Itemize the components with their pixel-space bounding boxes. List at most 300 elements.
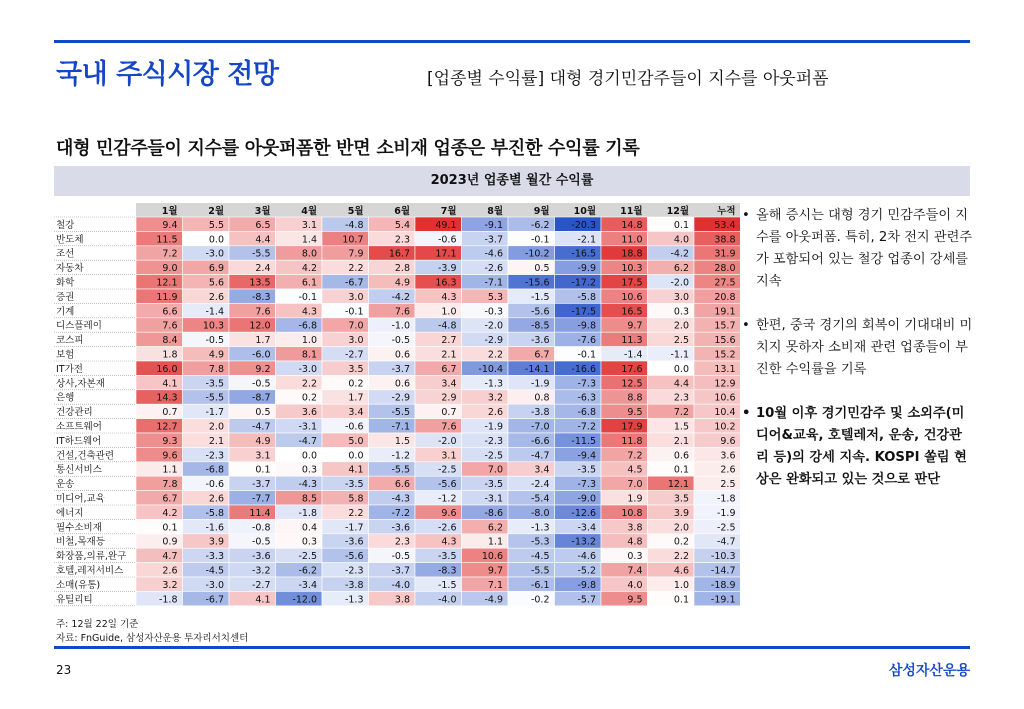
cell-value: 4.9 (208, 349, 224, 361)
cell-value: 3.2 (162, 579, 178, 591)
cell-value: 19.1 (714, 306, 736, 318)
cell-value: -7.2 (391, 507, 410, 519)
cell-value: 4.9 (255, 435, 271, 447)
cell-value: 3.1 (255, 450, 271, 462)
cell-value: 0.0 (301, 450, 317, 462)
cell-value: -6.2 (298, 565, 317, 577)
cell-value: -0.6 (344, 421, 364, 433)
row-label: 조선 (56, 248, 75, 260)
cell-value: 9.2 (255, 363, 271, 375)
cell-value: -8.5 (530, 320, 550, 332)
cell-value: -6.8 (205, 464, 224, 476)
cell-value: -3.7 (391, 565, 410, 577)
cell-value: -2.5 (716, 522, 736, 534)
cell-value: -7.6 (577, 335, 596, 347)
cell-value: 7.8 (208, 363, 224, 375)
cell-value: -1.1 (670, 349, 689, 361)
cell-value: 11.9 (156, 291, 178, 303)
cell-value: 14.8 (621, 219, 643, 231)
cell-value: 12.7 (156, 421, 178, 433)
cell-value: -1.7 (205, 407, 224, 419)
cell-value: -3.4 (298, 579, 317, 591)
cell-value: 7.0 (627, 479, 643, 491)
row-label: 상사,자본재 (56, 378, 105, 390)
cell-value: 2.0 (673, 320, 689, 332)
cell-value: 4.9 (394, 277, 410, 289)
cell-value: -5.8 (205, 507, 224, 519)
cell-value: 1.8 (162, 349, 178, 361)
cell-value: 0.3 (301, 536, 317, 548)
cell-value: 0.7 (441, 407, 457, 419)
cell-value: 9.6 (441, 507, 457, 519)
cell-value: 3.0 (673, 291, 689, 303)
cell-value: 4.2 (162, 507, 178, 519)
cell-value: -4.8 (344, 219, 364, 231)
cell-value: 4.7 (162, 551, 178, 563)
column-header-12: 12월 (666, 206, 689, 217)
cell-value: 0.0 (348, 450, 364, 462)
cell-value: 6.9 (208, 263, 224, 275)
cell-value: 5.8 (348, 493, 364, 505)
cell-value: 1.1 (162, 464, 178, 476)
cell-value: 10.7 (342, 234, 364, 246)
cell-value: 11.0 (621, 234, 643, 246)
cell-value: 7.4 (627, 565, 643, 577)
cell-value: -0.5 (251, 536, 271, 548)
cell-value: 9.7 (627, 320, 643, 332)
cell-value: -6.7 (205, 594, 224, 606)
cell-value: 4.1 (162, 378, 178, 390)
cell-value: 0.0 (673, 363, 689, 375)
cell-value: 0.4 (301, 522, 317, 534)
cell-value: -0.1 (298, 291, 317, 303)
cell-value: 2.1 (208, 435, 224, 447)
header-row-bg (136, 203, 740, 217)
cell-value: -2.7 (251, 579, 271, 591)
page-number: 23 (56, 663, 72, 677)
cell-value: 27.5 (714, 277, 736, 289)
column-header-3: 3월 (254, 206, 271, 217)
cell-value: 7.1 (487, 579, 503, 591)
cell-value: -3.8 (530, 407, 550, 419)
cell-value: -7.2 (577, 421, 596, 433)
cell-value: 16.5 (621, 306, 643, 318)
cell-value: -4.6 (577, 551, 596, 563)
cell-value: 10.3 (621, 263, 643, 275)
column-header-13: 누적 (717, 206, 736, 217)
cell-value: -3.7 (391, 363, 410, 375)
cell-value: -5.5 (391, 464, 410, 476)
cell-value: -3.6 (530, 335, 550, 347)
cell-value: 1.4 (301, 234, 317, 246)
cell-value: -3.5 (437, 551, 457, 563)
cell-value: 17.6 (621, 363, 643, 375)
cell-value: -2.3 (484, 435, 503, 447)
cell-value: 6.7 (441, 363, 457, 375)
cell-value: 4.0 (627, 579, 643, 591)
row-label: 호텔,레저서비스 (56, 565, 124, 577)
cell-value: -1.8 (716, 493, 736, 505)
cell-value: 7.6 (441, 421, 457, 433)
cell-value: -8.7 (251, 392, 271, 404)
cell-value: -7.3 (577, 378, 596, 390)
cell-value: 11.3 (621, 335, 643, 347)
cell-value: 2.0 (208, 421, 224, 433)
row-label: 운송 (56, 479, 75, 491)
row-label: 에너지 (56, 507, 84, 519)
cell-value: 6.2 (673, 263, 689, 275)
cell-value: 4.3 (441, 536, 457, 548)
cell-value: -15.6 (524, 277, 550, 289)
cell-value: -7.1 (391, 421, 410, 433)
cell-value: 5.6 (208, 277, 224, 289)
cell-value: 0.1 (673, 464, 689, 476)
cell-value: 0.9 (162, 536, 178, 548)
bullet-1: • 올해 증시는 대형 경기 민감주들이 지수를 아웃퍼폼. 특히, 2차 전지 관련주가 포함되어 있는 철강 업종이 강세를 지속 (742, 205, 974, 293)
cell-value: 11.5 (156, 234, 178, 246)
cell-value: 6.7 (534, 349, 550, 361)
company-logo-text: 삼성자산운용 (888, 663, 970, 679)
cell-value: -1.6 (205, 522, 224, 534)
cell-value: -0.3 (484, 306, 503, 318)
cell-value: 7.0 (348, 320, 364, 332)
cell-value: 5.0 (348, 435, 364, 447)
cell-value: 4.1 (348, 464, 364, 476)
row-label: 보험 (56, 349, 75, 361)
cell-value: 15.7 (714, 320, 736, 332)
cell-value: 1.7 (348, 392, 364, 404)
cell-value: 9.3 (162, 435, 178, 447)
row-label: 화장품,의류,완구 (56, 551, 127, 563)
cell-value: 10.4 (714, 407, 736, 419)
cell-value: -14.7 (710, 565, 736, 577)
cell-value: 0.1 (162, 522, 178, 534)
cell-value: 11.8 (621, 435, 643, 447)
cell-value: 4.8 (627, 536, 643, 548)
cell-value: 7.0 (487, 464, 503, 476)
cell-value: -2.0 (437, 435, 457, 447)
cell-value: 18.8 (621, 248, 643, 260)
cell-value: -1.9 (716, 507, 736, 519)
cell-value: 9.5 (627, 407, 643, 419)
cell-value: 9.6 (162, 450, 178, 462)
cell-value: -2.3 (205, 450, 224, 462)
row-label: 화학 (56, 277, 75, 289)
sector-returns-heatmap (54, 203, 740, 608)
cell-value: -10.3 (710, 551, 736, 563)
cell-value: 2.3 (394, 536, 410, 548)
cell-value: 0.2 (348, 378, 364, 390)
row-label: 철강 (56, 219, 75, 231)
cell-value: 4.2 (301, 263, 317, 275)
cell-value: 0.1 (673, 594, 689, 606)
cell-value: -4.7 (251, 421, 271, 433)
cell-value: -9.4 (577, 450, 596, 462)
cell-value: -17.5 (571, 306, 596, 318)
cell-value: 0.1 (255, 464, 271, 476)
cell-value: 5.5 (208, 219, 224, 231)
cell-value: 7.9 (348, 248, 364, 260)
cell-value: 14.3 (156, 392, 178, 404)
cell-value: 2.2 (348, 263, 364, 275)
row-label: 건설,건축관련 (56, 450, 115, 462)
cell-value: 3.1 (301, 219, 317, 231)
cell-value: 2.1 (441, 349, 457, 361)
cell-value: 0.6 (673, 450, 689, 462)
cell-value: -9.0 (577, 493, 596, 505)
row-label: 비철,목재등 (56, 536, 105, 548)
cell-value: -8.0 (530, 507, 550, 519)
cell-value: -3.1 (484, 493, 503, 505)
cell-value: 8.4 (162, 335, 178, 347)
cell-value: 0.3 (627, 551, 643, 563)
cell-value: -1.4 (623, 349, 643, 361)
cell-value: -5.7 (577, 594, 596, 606)
cell-value: -3.3 (205, 551, 224, 563)
cell-value: -2.5 (484, 450, 503, 462)
row-label: IT가전 (56, 363, 83, 375)
cell-value: -4.2 (670, 248, 689, 260)
cell-value: -7.7 (251, 493, 271, 505)
cell-value: 9.6 (720, 435, 736, 447)
column-header-9: 9월 (533, 206, 550, 217)
cell-value: 2.6 (208, 493, 224, 505)
cell-value: -10.4 (478, 363, 503, 375)
cell-value: -5.5 (251, 248, 271, 260)
cell-value: -5.5 (205, 392, 224, 404)
row-label: 미디어,교육 (56, 493, 105, 505)
cell-value: 53.4 (714, 219, 736, 231)
row-label: 반도체 (56, 234, 84, 246)
cell-value: 8.8 (627, 392, 643, 404)
row-label: 건강관리 (56, 407, 93, 419)
cell-value: -5.8 (577, 291, 596, 303)
cell-value: 0.1 (673, 219, 689, 231)
cell-value: 2.2 (348, 507, 364, 519)
cell-value: 7.6 (255, 306, 271, 318)
cell-value: -19.1 (710, 594, 736, 606)
cell-value: -2.4 (530, 479, 550, 491)
cell-value: 2.6 (162, 565, 178, 577)
cell-value: -4.6 (484, 248, 503, 260)
cell-value: 2.2 (301, 378, 317, 390)
cell-value: -5.4 (530, 493, 550, 505)
cell-value: 1.7 (255, 335, 271, 347)
cell-value: -14.1 (524, 363, 550, 375)
cell-value: 4.3 (441, 291, 457, 303)
cell-value: -2.1 (577, 234, 596, 246)
cell-value: 12.0 (249, 320, 271, 332)
cell-value: 17.9 (621, 421, 643, 433)
cell-value: -0.5 (205, 335, 224, 347)
cell-value: -3.1 (298, 421, 317, 433)
bullet-3: • 10월 이후 경기민감주 및 소외주(미디어&교육, 호텔레저, 운송, 건강관리 등)의 강세 지속. KOSPI 쏠림 현상은 완화되고 있는 것으로 판단 (742, 403, 974, 491)
cell-value: 17.1 (435, 248, 457, 260)
cell-value: -3.0 (298, 363, 317, 375)
cell-value: -5.3 (530, 536, 550, 548)
cell-value: 3.9 (673, 507, 689, 519)
cell-value: 10.6 (714, 392, 736, 404)
cell-value: 2.4 (255, 263, 271, 275)
cell-value: -12.0 (292, 594, 317, 606)
cell-value: 5.4 (394, 219, 410, 231)
cell-value: -4.7 (530, 450, 550, 462)
cell-value: 5.3 (487, 291, 503, 303)
cell-value: 0.3 (673, 306, 689, 318)
cell-value: -0.1 (530, 234, 550, 246)
cell-value: 2.5 (720, 479, 736, 491)
source-note: 자료: FnGuide, 삼성자산운용 투자리서치센터 (56, 633, 249, 644)
cell-value: 12.9 (714, 378, 736, 390)
cell-value: 0.3 (301, 464, 317, 476)
cell-value: 7.2 (162, 248, 178, 260)
cell-value: 4.3 (301, 306, 317, 318)
page-title: 국내 주식시장 전망 (56, 59, 279, 90)
cell-value: 28.0 (714, 263, 736, 275)
column-header-7: 7월 (440, 206, 457, 217)
cell-value: 8.0 (301, 248, 317, 260)
cell-value: -7.0 (530, 421, 550, 433)
footnote: 주: 12월 22일 기준 (56, 619, 139, 630)
cell-value: -0.5 (251, 378, 271, 390)
commentary (742, 205, 974, 513)
cell-value: -3.6 (251, 551, 271, 563)
cell-value: -2.6 (437, 522, 457, 534)
cell-value: 20.8 (714, 291, 736, 303)
cell-value: 0.5 (534, 263, 550, 275)
cell-value: 1.1 (487, 536, 503, 548)
cell-value: -6.6 (530, 435, 550, 447)
cell-value: -20.3 (571, 219, 596, 231)
cell-value: -0.8 (251, 522, 271, 534)
cell-value: 6.6 (394, 479, 410, 491)
cell-value: -1.3 (530, 522, 550, 534)
cell-value: -3.0 (205, 248, 224, 260)
cell-value: -2.5 (298, 551, 317, 563)
cell-value: -2.0 (484, 320, 503, 332)
cell-value: -3.7 (251, 479, 271, 491)
cell-value: -4.2 (391, 291, 410, 303)
cell-value: -5.5 (530, 565, 550, 577)
cell-value: -0.2 (530, 594, 550, 606)
cell-value: 0.6 (394, 378, 410, 390)
cell-value: 4.5 (627, 464, 643, 476)
cell-value: -3.5 (344, 479, 364, 491)
row-label: 기계 (56, 306, 75, 318)
cell-value: 0.2 (673, 536, 689, 548)
cell-value: 3.6 (301, 407, 317, 419)
cell-value: 7.2 (673, 407, 689, 419)
cell-value: 49.1 (435, 219, 457, 231)
cell-value: 3.0 (348, 291, 364, 303)
bottom-divider (54, 646, 970, 649)
cell-value: -5.2 (577, 565, 596, 577)
cell-value: -6.8 (298, 320, 317, 332)
cell-value: 4.1 (255, 594, 271, 606)
cell-value: 4.4 (255, 234, 271, 246)
cell-value: 13.5 (249, 277, 271, 289)
cell-value: 2.3 (394, 234, 410, 246)
row-label: 증권 (56, 291, 75, 303)
cell-value: 2.1 (673, 435, 689, 447)
cell-value: 12.1 (667, 479, 689, 491)
cell-value: -0.6 (437, 234, 457, 246)
cell-value: -6.7 (344, 277, 364, 289)
cell-value: 11.4 (249, 507, 271, 519)
cell-value: -5.6 (437, 479, 457, 491)
cell-value: 3.4 (534, 464, 550, 476)
cell-value: -6.3 (577, 392, 596, 404)
cell-value: -8.3 (437, 565, 457, 577)
cell-value: -3.8 (344, 579, 364, 591)
cell-value: 3.5 (348, 363, 364, 375)
cell-value: 0.6 (394, 349, 410, 361)
top-divider (54, 40, 970, 43)
cell-value: -3.5 (484, 479, 503, 491)
page-subtitle: [업종별 수익률] 대형 경기민감주들이 지수를 아웃퍼폼 (427, 69, 829, 89)
cell-value: -11.5 (571, 435, 596, 447)
cell-value: -9.8 (577, 579, 596, 591)
cell-value: 6.5 (255, 219, 271, 231)
cell-value: -3.0 (205, 579, 224, 591)
cell-value: -4.3 (391, 493, 410, 505)
column-header-8: 8월 (487, 206, 503, 217)
cell-value: -6.1 (530, 579, 550, 591)
cell-value: -7.1 (484, 277, 503, 289)
cell-value: -13.2 (571, 536, 596, 548)
cell-value: -2.6 (484, 263, 503, 275)
row-label: 은행 (56, 392, 75, 404)
cell-value: 7.6 (394, 306, 410, 318)
cell-value: -0.1 (344, 306, 364, 318)
cell-value: 2.5 (673, 335, 689, 347)
cell-value: -5.5 (391, 407, 410, 419)
cell-value: -0.5 (391, 551, 410, 563)
cell-value: -2.0 (670, 277, 689, 289)
cell-value: -3.2 (251, 565, 271, 577)
cell-value: -6.0 (251, 349, 271, 361)
cell-value: 13.1 (714, 363, 736, 375)
cell-value: 15.2 (714, 349, 736, 361)
cell-value: 4.6 (673, 565, 689, 577)
row-label: 자동차 (56, 263, 84, 275)
cell-value: 3.4 (348, 407, 364, 419)
cell-value: 10.3 (202, 320, 224, 332)
cell-value: -3.7 (484, 234, 503, 246)
cell-value: -4.9 (484, 594, 503, 606)
cell-value: 1.5 (673, 421, 689, 433)
row-label: 통신서비스 (56, 464, 102, 476)
cell-value: 2.6 (487, 407, 503, 419)
cell-value: 0.2 (301, 392, 317, 404)
cell-value: -9.9 (577, 263, 596, 275)
cell-value: 0.0 (208, 234, 224, 246)
row-label: 디스플레이 (56, 320, 102, 332)
cell-value: -1.0 (391, 320, 410, 332)
cell-value: -16.5 (571, 248, 596, 260)
column-header-11: 11월 (620, 206, 643, 217)
cell-value: 3.2 (487, 392, 503, 404)
cell-value: 10.6 (621, 291, 643, 303)
cell-value: 3.4 (441, 378, 457, 390)
row-label: 소매(유통) (56, 579, 101, 591)
cell-value: -3.4 (577, 522, 596, 534)
cell-value: 7.8 (162, 479, 178, 491)
cell-value: 2.2 (487, 349, 503, 361)
cell-value: -12.6 (571, 507, 596, 519)
cell-value: 9.0 (162, 263, 178, 275)
cell-value: -0.5 (391, 335, 410, 347)
